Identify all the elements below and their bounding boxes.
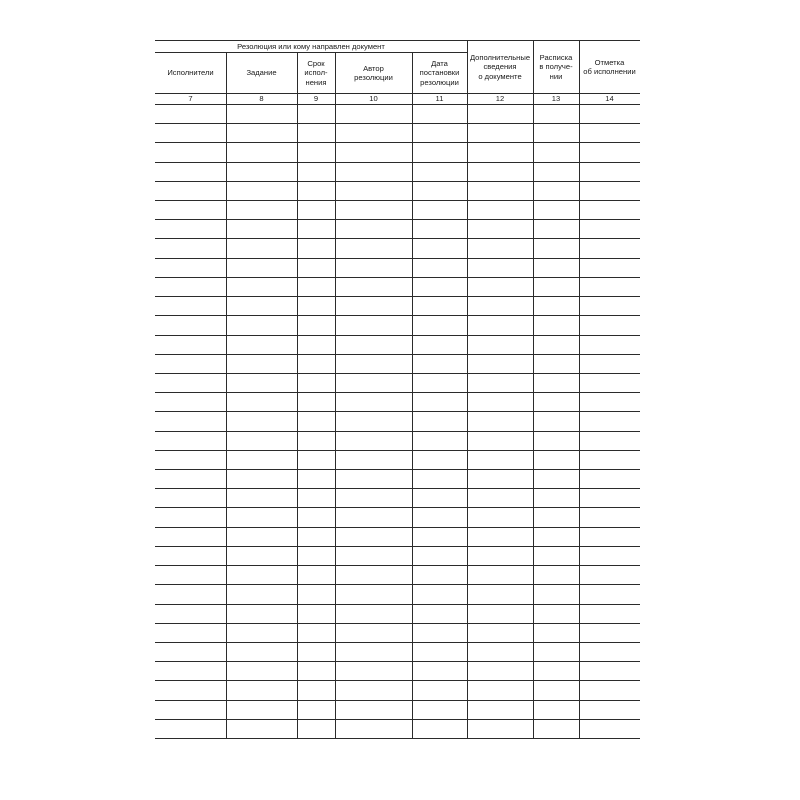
row-rule [155, 527, 640, 528]
column-header-res_date: Дата постановки резолюции [419, 59, 460, 87]
row-rule [155, 623, 640, 624]
column-rule [579, 40, 580, 738]
column-number-author: 10 [369, 94, 378, 103]
row-rule [155, 738, 640, 739]
row-rule [155, 296, 640, 297]
row-rule [155, 335, 640, 336]
row-rule [155, 604, 640, 605]
row-rule [155, 392, 640, 393]
row-rule [155, 142, 640, 143]
resolution-group-rule [155, 52, 467, 53]
column-header-author: Автор резолюции [354, 63, 393, 82]
row-rule [155, 680, 640, 681]
row-rule [155, 700, 640, 701]
column-rule [412, 52, 413, 738]
row-rule [155, 258, 640, 259]
registration-journal-table [155, 40, 640, 738]
row-rule [155, 719, 640, 720]
column-number-extra_info: 12 [495, 94, 505, 103]
row-rule [155, 354, 640, 355]
column-header-deadline: Срок испол- нения [304, 59, 328, 87]
row-rule [155, 123, 640, 124]
row-rule [155, 373, 640, 374]
row-rule [155, 469, 640, 470]
row-rule [155, 277, 640, 278]
row-rule [155, 200, 640, 201]
row-rule [155, 315, 640, 316]
column-number-receipt: 13 [551, 94, 561, 103]
row-rule [155, 488, 640, 489]
row-rule [155, 507, 640, 508]
column-rule [297, 52, 298, 738]
column-number-task: 8 [259, 94, 264, 103]
row-rule [155, 181, 640, 182]
row-rule [155, 661, 640, 662]
column-header-completion: Отметка об исполнении [583, 57, 636, 76]
row-rule [155, 238, 640, 239]
column-number-executors: 7 [188, 94, 193, 103]
column-header-task: Задание [246, 68, 277, 78]
row-rule [155, 411, 640, 412]
column-header-extra_info: Дополнительные сведения о документе [469, 53, 531, 81]
row-rule [155, 546, 640, 547]
column-rule [226, 52, 227, 738]
column-number-res_date: 11 [435, 94, 444, 103]
column-number-completion: 14 [605, 94, 614, 103]
row-rule [155, 565, 640, 566]
row-rule [155, 584, 640, 585]
column-header-executors: Исполнители [167, 68, 214, 78]
row-rule [155, 450, 640, 451]
column-rule [533, 40, 534, 738]
numbers-bottom-rule [155, 104, 640, 105]
column-header-receipt: Расписка в получе- нии [539, 53, 573, 81]
column-number-deadline: 9 [313, 94, 319, 103]
row-rule [155, 219, 640, 220]
column-rule [335, 52, 336, 738]
resolution-group-header: Резолюция или кому направлен документ [237, 41, 385, 51]
row-rule [155, 162, 640, 163]
row-rule [155, 642, 640, 643]
column-rule [467, 40, 468, 738]
row-rule [155, 431, 640, 432]
